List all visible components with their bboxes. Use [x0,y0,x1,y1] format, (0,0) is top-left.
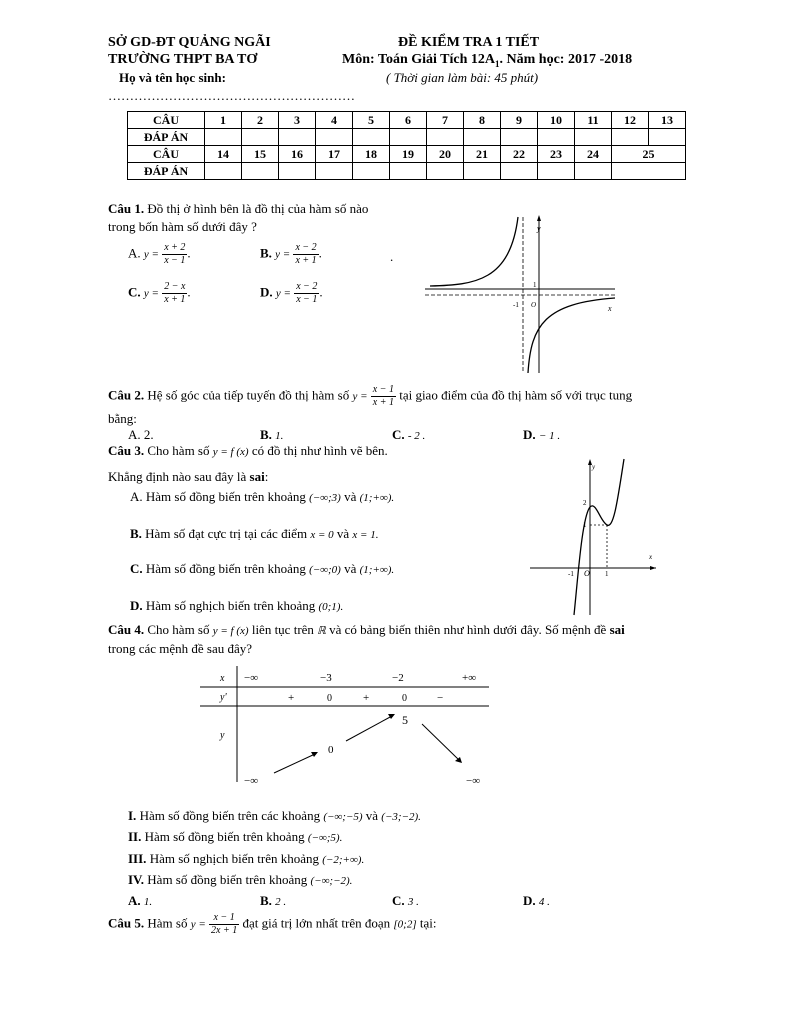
question-number: 14 [205,146,242,163]
fraction [293,242,318,267]
vt-sign: − [437,692,444,704]
q2-option-d[interactable] [523,427,560,443]
q3-option-a[interactable] [130,489,394,505]
student-name-dots: ………………………………………………… [108,88,355,103]
q2-stem-line2: bằng: [108,411,137,426]
option-letter: C. [392,893,405,908]
q1-option-d[interactable] [260,281,323,306]
q3-label: Câu 3. [108,443,145,458]
question-number: 24 [575,146,612,163]
question-number: 13 [649,112,686,129]
question-number: 5 [353,112,390,129]
interval: (−∞;0) [309,564,341,576]
question-number: 23 [538,146,575,163]
option-value: 1. [275,430,284,442]
vt-sign: 0 [327,693,332,704]
school-name: TRƯỜNG THPT BA TƠ [108,52,258,67]
question-number: 10 [538,112,575,129]
statement-number: I. [128,808,137,823]
vt-yp-label: y' [220,692,227,703]
vt-y-label: y [220,730,225,741]
numerator: x − 1 [372,384,394,395]
answer-cell[interactable] [612,129,649,146]
q1-text1: Đồ thị ở hình bên là đồ thị của hàm số nào [144,201,369,216]
q4-statement-1 [128,808,421,824]
period: . [319,284,323,300]
point: x = 1. [352,529,379,541]
and-word: và [336,526,350,541]
statement-number: II. [128,829,142,844]
claim-bold: sai [249,469,265,484]
q4-statement-3 [128,851,364,867]
answer-cell[interactable] [316,129,353,146]
q4-statement-2 [128,829,342,845]
tick-2: 2 [583,499,587,507]
denominator: x − 1 [296,294,318,305]
table-row [128,146,686,163]
question-number: 19 [390,146,427,163]
numerator: x − 2 [296,281,318,292]
q5-stem [108,912,436,937]
vt-arrow-down [422,724,459,760]
option-letter: B. [260,893,272,908]
q4-option-d[interactable] [523,893,550,909]
question-number: 12 [612,112,649,129]
option-value: - 2 . [407,430,426,442]
subject-text: Môn: Toán Giải Tích 12A [342,52,496,67]
and-word: và [365,808,379,823]
q4-option-a[interactable] [128,893,152,909]
statement-text: Hàm số đồng biến trên khoảng [144,829,305,844]
vt-y-val: −∞ [466,775,481,787]
statement-text: Hàm số đồng biến trên các khoảng [139,808,321,823]
numerator: x − 1 [209,912,239,925]
period: . [318,245,322,261]
and-word: và [344,489,357,504]
subject-line [342,52,632,69]
option-value: 4 . [538,896,550,908]
q2-option-b[interactable] [260,427,283,443]
q1-option-a[interactable] [128,242,191,267]
y-equals: y = [143,287,159,300]
question-number: 4 [316,112,353,129]
answer-cell[interactable] [427,129,464,146]
vt-sign: + [288,692,295,704]
answer-table [127,111,686,180]
option-letter: B. [260,245,272,261]
answer-cell[interactable] [538,129,575,146]
q1-stem-line1 [108,201,368,217]
question-number: 7 [427,112,464,129]
vt-arrowhead [455,757,462,763]
denominator: x + 1 [164,294,186,305]
period: . [187,245,191,261]
vt-x-val: −∞ [244,672,259,684]
vt-sign: 0 [402,693,407,704]
q2-label: Câu 2. [108,387,145,403]
vt-sign: + [363,692,370,704]
answer-cell[interactable] [353,129,390,146]
q1-option-c[interactable] [128,281,191,306]
statement-number: IV. [128,872,145,887]
q4-option-b[interactable] [260,893,286,909]
right-branch [528,298,615,373]
q1-label: Câu 1. [108,201,145,216]
option-text: Hàm số đồng biến trên khoảng [145,561,306,576]
statement-number: III. [128,851,147,866]
and-word: và [344,561,357,576]
option-value: 3 . [407,896,419,908]
exam-time: ( Thời gian làm bài: 45 phút) [386,70,539,85]
tick-minus-1: -1 [513,301,519,309]
interval: (0;1). [318,601,344,613]
q1-graph [425,215,620,375]
option-letter: C. [392,427,405,442]
y-label: y [537,224,541,233]
q2-option-c[interactable] [392,427,425,443]
option-letter: D. [523,893,536,908]
statement-text: Hàm số nghịch biến trên khoảng [149,851,320,866]
option-letter: D. [130,598,143,613]
answer-cell[interactable] [353,163,390,180]
fraction [294,281,319,306]
q3-claim [108,469,268,485]
vt-y-val: 5 [402,713,408,727]
q4-stem-line2: trong các mệnh đề sau đây? [108,641,253,656]
x-arrow [650,566,656,570]
fraction [162,281,187,306]
answer-cell[interactable] [205,163,242,180]
question-number: 8 [464,112,501,129]
option-text: Hàm số đồng biến trên khoảng [145,489,306,504]
q5-text1: Hàm số [144,915,188,931]
vt-x-val: +∞ [462,672,477,684]
numerator: 2 − x [164,281,186,292]
q3-stem-line1 [108,443,388,459]
function-expr: y = f (x) [212,625,249,637]
y-equals: y = [352,390,368,403]
vt-arrow-up-1 [274,754,315,773]
q3-text1: Cho hàm số [144,443,210,458]
q3-option-b[interactable] [130,526,378,542]
interval: (−∞;5). [307,832,343,844]
tick-x1: 1 [605,570,609,578]
option-value: − 1 . [538,430,561,442]
option-value: 1. [143,896,153,908]
variation-table [200,666,500,788]
q4-statement-4 [128,872,352,888]
answer-cell[interactable] [242,129,279,146]
answer-cell[interactable] [649,129,686,146]
q1-stem-line2: trong bốn hàm số dưới đây ? [108,219,257,234]
answer-cell[interactable] [316,163,353,180]
question-number: 2 [242,112,279,129]
exam-title: ĐỀ KIỂM TRA 1 TIẾT [398,35,540,50]
interval: (−∞;−5) [323,811,363,823]
answer-cell[interactable] [464,163,501,180]
fraction [209,912,239,937]
subject-subscript: 1 [495,58,500,69]
tick-1: 1 [583,521,587,529]
question-number: 16 [279,146,316,163]
answer-cell[interactable] [501,129,538,146]
q1-stray-dot: . [390,249,394,264]
tick-minus-1: -1 [568,570,574,578]
q2-text1: Hệ số góc của tiếp tuyến đồ thị hàm số [144,387,350,403]
answer-cell[interactable] [279,163,316,180]
question-number: 25 [612,146,686,163]
q4-text3: và có bảng biến thiên như hình dưới đây. Số mệnh đề [325,622,610,637]
option-letter: A. [128,893,141,908]
answer-cell[interactable] [390,129,427,146]
answer-cell[interactable] [538,163,575,180]
denominator: x − 1 [164,255,186,266]
option-value: 2. [143,427,154,442]
real-set: ℝ [317,625,326,637]
option-letter: A. [128,427,141,442]
answer-cell[interactable] [612,163,686,180]
cau-header: CÂU [128,112,205,129]
point: x = 0 [310,529,334,541]
fraction [162,242,187,267]
q4-text1: Cho hàm số [144,622,210,637]
vt-y-val: 0 [328,744,334,756]
q4-label: Câu 4. [108,622,145,637]
answer-cell[interactable] [501,163,538,180]
question-number: 6 [390,112,427,129]
left-branch [430,217,518,286]
q5-text2: đạt giá trị lớn nhất trên đoạn [242,915,391,931]
vt-y-val: −∞ [244,775,259,787]
question-number: 20 [427,146,464,163]
q4-option-c[interactable] [392,893,419,909]
q5-label: Câu 5. [108,915,145,931]
q2-option-a[interactable] [128,427,154,443]
answer-cell[interactable] [205,129,242,146]
x-label: x [649,553,653,561]
cubic-curve [574,459,624,615]
question-number: 11 [575,112,612,129]
denominator: x + 1 [295,255,317,266]
interval: [0;2] [393,918,417,931]
option-letter: D. [523,427,536,442]
school-year: . Năm học: 2017 -2018 [499,52,633,67]
q4-text2: liên tục trên [248,622,314,637]
option-letter: D. [260,284,273,300]
tick-1: 1 [533,281,537,289]
numerator: x + 2 [164,242,186,253]
interval: (−∞;3) [309,492,341,504]
question-number: 17 [316,146,353,163]
interval: (−3;−2). [381,811,421,823]
vt-arrowhead [388,714,395,719]
denominator: x + 1 [372,397,394,408]
q3-option-c[interactable] [130,561,394,577]
q3-text2: có đồ thị như hình vẽ bên. [248,443,388,458]
y-equals: y = [275,287,291,300]
dap-an-header: ĐÁP ÁN [128,129,205,146]
claim-text: Khẳng định nào sau đây là [108,469,250,484]
answer-cell[interactable] [390,163,427,180]
student-name-label: Họ và tên học sinh: [119,70,226,85]
origin-label: O [584,569,590,578]
question-number: 3 [279,112,316,129]
answer-cell[interactable] [242,163,279,180]
interval: (1;+∞). [359,564,395,576]
y-equals: y = [275,248,291,261]
q5-text3: tại: [419,915,437,931]
option-value: 2 . [275,896,287,908]
answer-cell[interactable] [427,163,464,180]
y-label: y [592,463,596,471]
vt-x-val: −3 [320,672,332,684]
answer-cell[interactable] [464,129,501,146]
table-row [128,129,686,146]
option-text: Hàm số đạt cực trị tại các điểm [145,526,308,541]
dap-an-header: ĐÁP ÁN [128,163,205,180]
department-name: SỞ GD-ĐT QUẢNG NGÃI [108,35,271,50]
x-label: x [608,304,612,313]
q1-option-b[interactable] [260,242,322,267]
y-equals: y = [190,918,206,931]
y-equals: y = [143,248,159,261]
function-expr: y = f (x) [212,446,249,458]
answer-cell[interactable] [279,129,316,146]
table-row [128,112,686,129]
option-letter: A. [130,489,143,504]
answer-cell[interactable] [575,129,612,146]
q3-option-d[interactable] [130,598,343,614]
question-number: 18 [353,146,390,163]
q3-graph [528,457,658,617]
option-letter: C. [128,284,141,300]
answer-cell[interactable] [575,163,612,180]
fraction [371,384,396,409]
table-row [128,163,686,180]
origin-label: O [531,301,537,309]
period: . [187,284,191,300]
question-number: 9 [501,112,538,129]
statement-text: Hàm số đồng biến trên khoảng [147,872,308,887]
q2-text2: tại giao điểm của đồ thị hàm số với trục tung [399,387,633,403]
vt-arrow-up-2 [346,716,392,741]
question-number: 21 [464,146,501,163]
option-text: Hàm số nghịch biến trên khoảng [145,598,316,613]
option-letter: B. [130,526,142,541]
interval: (−2;+∞). [322,854,365,866]
option-letter: A. [128,245,141,261]
question-number: 15 [242,146,279,163]
vt-arrowhead [311,752,318,757]
colon: : [264,469,269,484]
question-number: 22 [501,146,538,163]
question-number: 1 [205,112,242,129]
option-letter: B. [260,427,272,442]
option-letter: C. [130,561,143,576]
vt-x-val: −2 [392,672,404,684]
q4-stem-line1 [108,622,625,638]
q2-stem-line1 [108,384,632,409]
cau-header: CÂU [128,146,205,163]
denominator: 2x + 1 [211,925,238,936]
q4-sai: sai [609,622,625,637]
vt-x-label: x [220,673,225,684]
interval: (1;+∞). [359,492,395,504]
interval: (−∞;−2). [310,875,353,887]
numerator: x − 2 [295,242,317,253]
y-arrow [537,215,541,221]
